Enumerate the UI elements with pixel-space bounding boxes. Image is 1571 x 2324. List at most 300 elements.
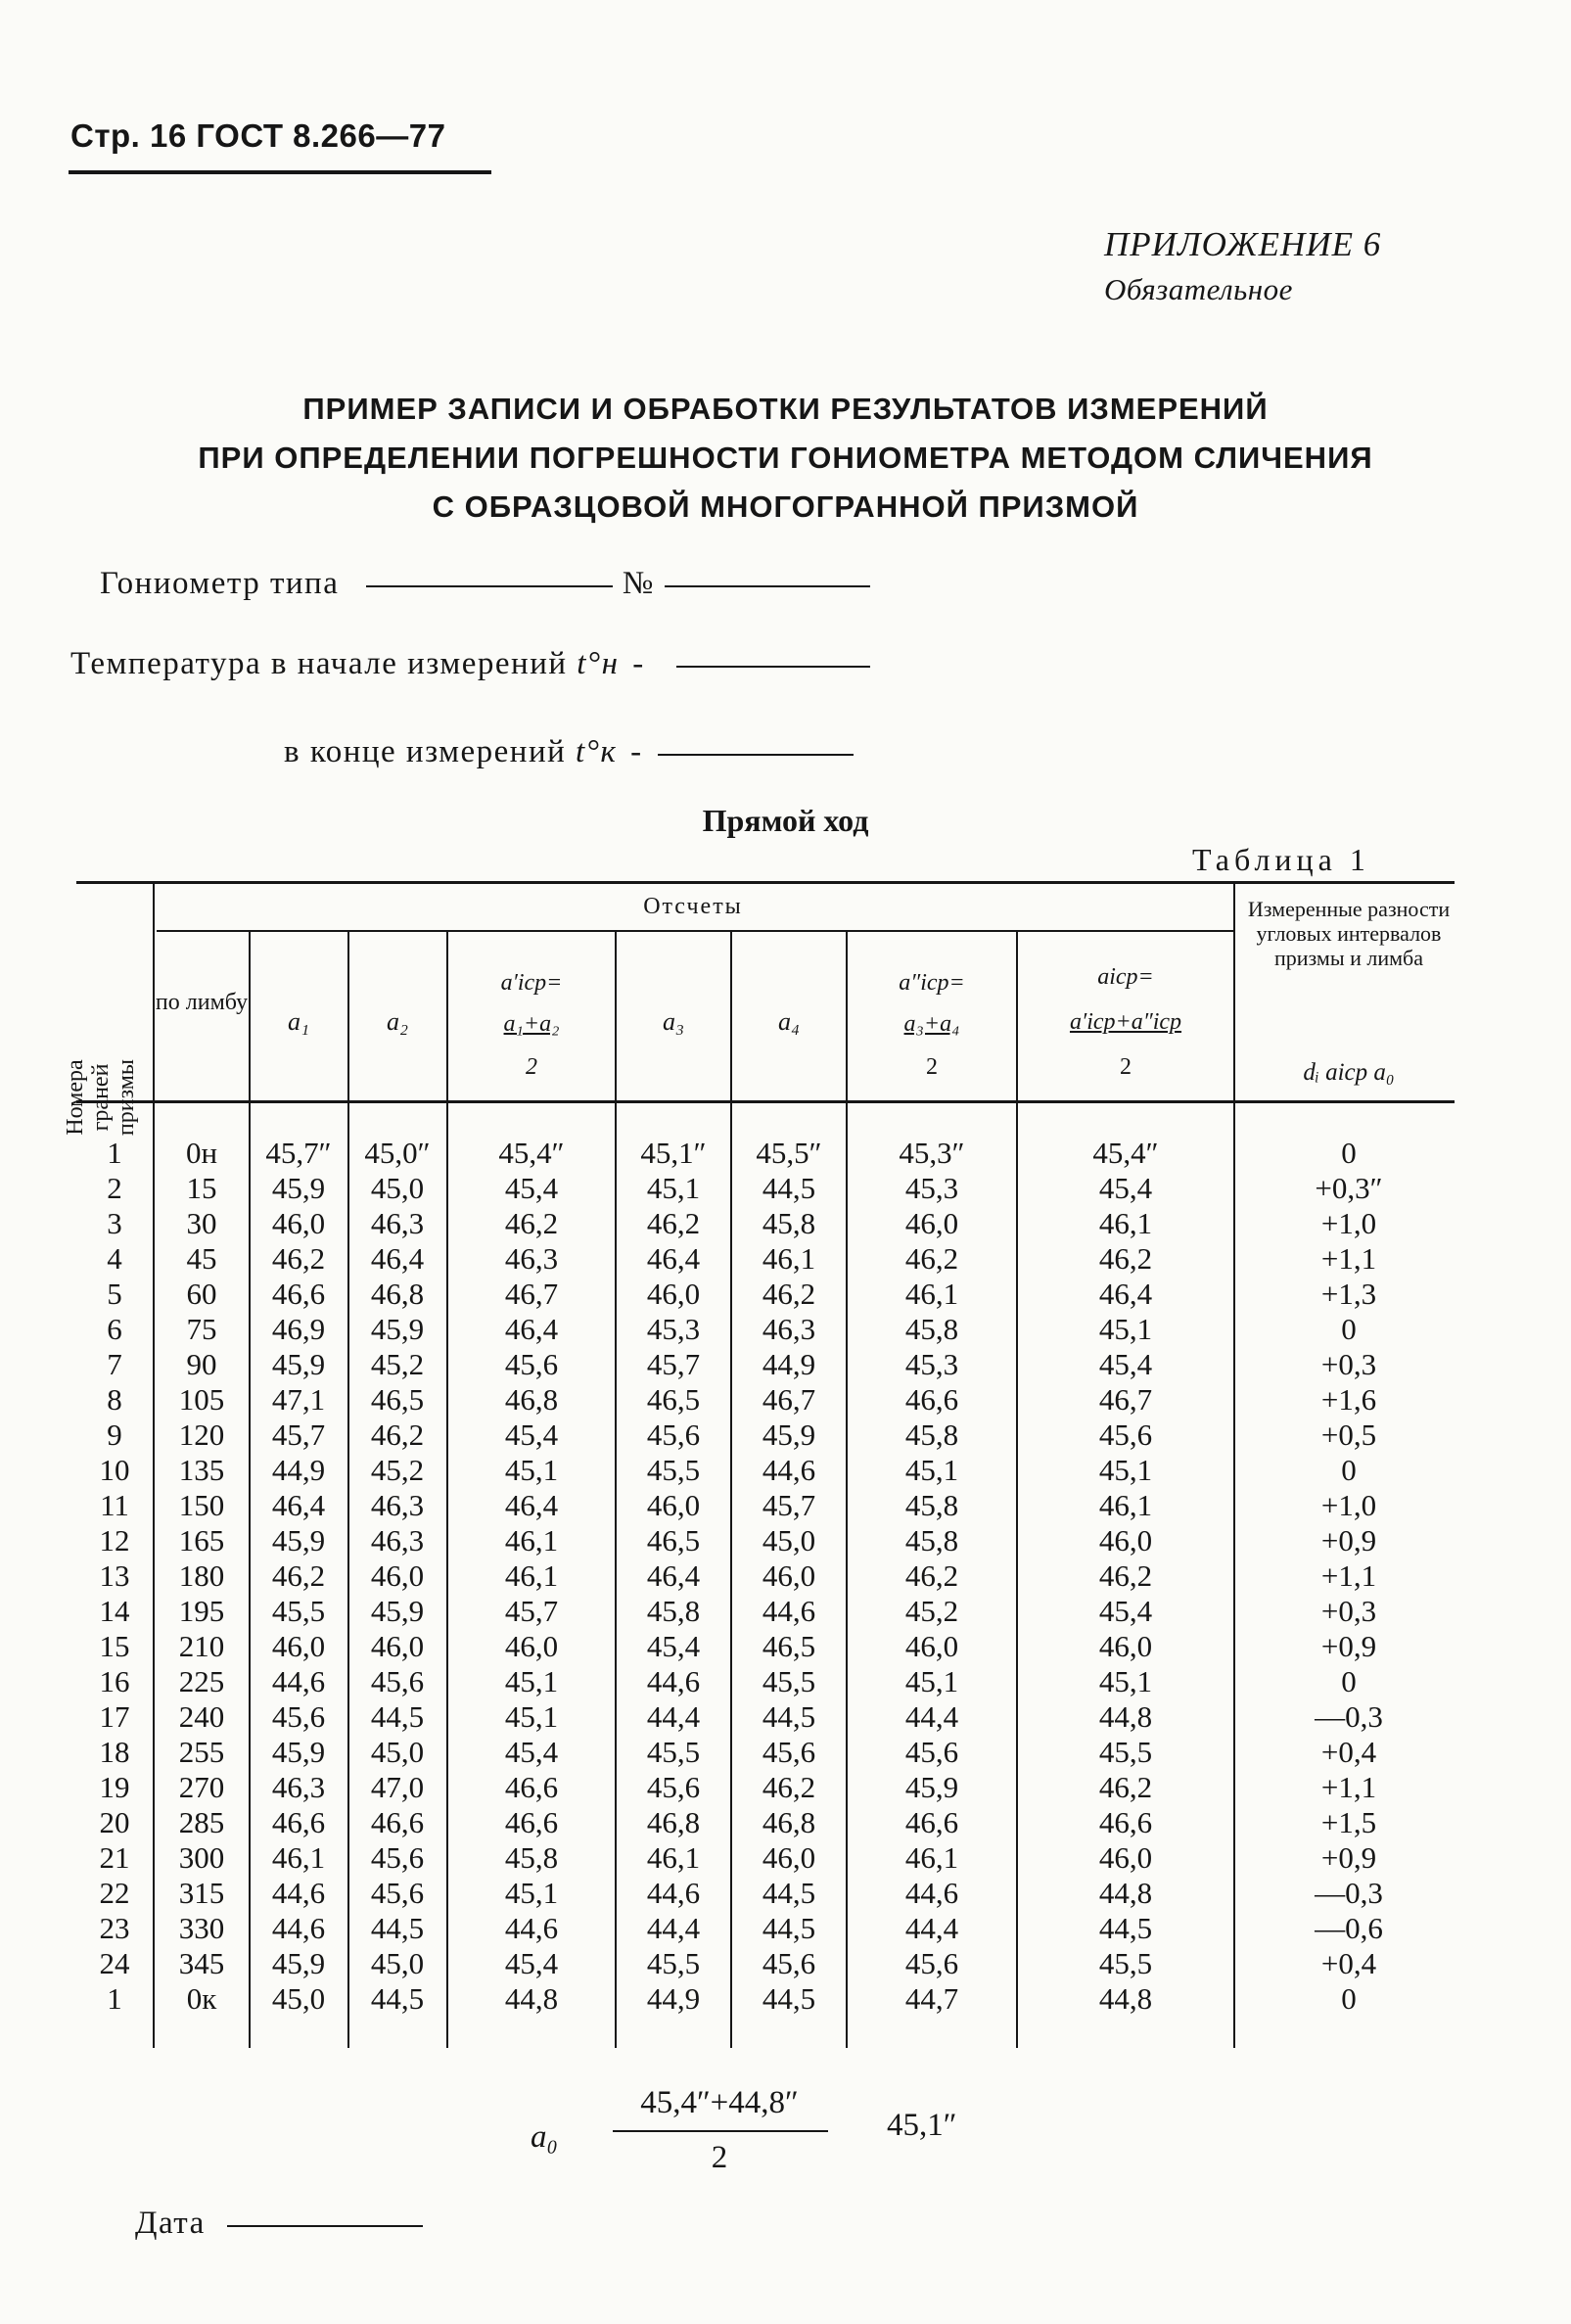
temp-start-label: Температура в начале измерений: [70, 646, 568, 681]
table-cell: 13: [99, 1558, 130, 1593]
temp-start-symbol: t°н: [577, 646, 620, 681]
table-cell: 45,9: [271, 1347, 326, 1381]
table-cell: 45,7: [271, 1418, 326, 1452]
table-cell: 45,8: [904, 1418, 959, 1452]
table-cell: 46,6: [1098, 1805, 1153, 1839]
header-bottom-rule: [76, 1100, 1455, 1103]
table-cell: 46,0: [1098, 1840, 1153, 1875]
table-cell: 46,1: [646, 1840, 701, 1875]
table-cell: 47,0: [370, 1770, 425, 1804]
table-cell: +0,9: [1320, 1629, 1377, 1663]
table-cell: 46,8: [646, 1805, 701, 1839]
table-cell: +0,3: [1320, 1594, 1377, 1628]
table-cell: 45,8: [904, 1488, 959, 1522]
table-cell: 46,3: [504, 1241, 559, 1276]
table-cell: 45,1: [504, 1664, 559, 1698]
goniometer-label: Гониометр типа: [100, 566, 340, 601]
table-cell: 45,1: [504, 1453, 559, 1487]
table-cell: 44,5: [1098, 1911, 1153, 1945]
table-cell: 45,4: [1098, 1171, 1153, 1205]
table-cell: 3: [107, 1206, 122, 1240]
table-cell: 45,6: [370, 1840, 425, 1875]
table-cell: 105: [178, 1382, 225, 1417]
table-cell: 46,2: [1098, 1770, 1153, 1804]
table-cell: 45,9: [904, 1770, 959, 1804]
temp-end-label: в конце измерений: [284, 734, 567, 769]
date-blank: [227, 2223, 423, 2227]
table-cell: 45,1: [1098, 1453, 1153, 1487]
table-cell: 45,4: [504, 1735, 559, 1769]
temp-end-blank: [658, 752, 854, 756]
table-cell: 44,5: [370, 1699, 425, 1734]
table-cell: 75: [186, 1312, 217, 1346]
table-cell: 45,0: [271, 1981, 326, 2016]
table-cell: 46,7: [762, 1382, 816, 1417]
table-cell: 46,3: [370, 1523, 425, 1557]
table-cell: 150: [178, 1488, 225, 1522]
table-cell: 180: [178, 1558, 225, 1593]
table-cell: 0: [1341, 1136, 1357, 1170]
table-cell: 45,3: [646, 1312, 701, 1346]
table-cell: +0,5: [1320, 1418, 1377, 1452]
table-cell: 46,0: [504, 1629, 559, 1663]
table-cell: 12: [99, 1523, 130, 1557]
table-cell: 44,5: [370, 1981, 425, 2016]
table-cell: 46,6: [370, 1805, 425, 1839]
table-cell: 45,9: [762, 1418, 816, 1452]
table-cell: 44,6: [762, 1594, 816, 1628]
a2-header: a₂: [386, 1007, 409, 1036]
table-cell: 46,2: [904, 1241, 959, 1276]
table-cell: 44,5: [370, 1911, 425, 1945]
table-cell: 16: [99, 1664, 130, 1698]
standard-code: ГОСТ 8.266—77: [196, 117, 446, 154]
table-cell: 45,0: [370, 1946, 425, 1980]
table-cell: 46,0: [762, 1558, 816, 1593]
table-cell: 45,2: [370, 1347, 425, 1381]
table-cell: 46,5: [646, 1523, 701, 1557]
a-icp1-numerator: a₁+a₂: [503, 1011, 560, 1037]
table-cell: 45,6: [1098, 1418, 1153, 1452]
table-cell: 44,6: [271, 1911, 326, 1945]
header-rule: [69, 170, 491, 174]
a-icp-numerator: a′icp+a″icp: [1069, 1009, 1182, 1035]
table-cell: 44,4: [646, 1699, 701, 1734]
table-cell: 14: [99, 1594, 130, 1628]
table-cell: 46,2: [1098, 1558, 1153, 1593]
table-cell: +0,4: [1320, 1946, 1377, 1980]
table-cell: 45,9: [370, 1312, 425, 1346]
table-cell: 46,1: [904, 1840, 959, 1875]
table-cell: +0,3: [1320, 1347, 1377, 1381]
table-cell: 46,1: [1098, 1488, 1153, 1522]
table-cell: 22: [99, 1876, 130, 1910]
table-cell: 23: [99, 1911, 130, 1945]
table-cell: 1: [107, 1136, 122, 1170]
table-cell: 46,2: [762, 1277, 816, 1311]
temp-end-symbol: t°к: [576, 734, 618, 769]
table-cell: 45,4: [646, 1629, 701, 1663]
table-cell: 44,5: [762, 1911, 816, 1945]
a4-header: a₄: [777, 1007, 801, 1036]
table-cell: 45,4: [504, 1418, 559, 1452]
table-cell: 44,6: [646, 1664, 701, 1698]
table-cell: 46,5: [762, 1629, 816, 1663]
table-cell: 17: [99, 1699, 130, 1734]
table-cell: 24: [99, 1946, 130, 1980]
table-cell: 44,4: [904, 1911, 959, 1945]
table-cell: 44,5: [762, 1876, 816, 1910]
table-cell: 345: [178, 1946, 225, 1980]
table-cell: 18: [99, 1735, 130, 1769]
table-cell: 44,4: [904, 1699, 959, 1734]
table-cell: +1,1: [1320, 1558, 1377, 1593]
table-cell: 46,0: [762, 1840, 816, 1875]
table-cell: 300: [178, 1840, 225, 1875]
table-cell: 46,2: [504, 1206, 559, 1240]
temp-start-field: Температура в начале измерений t°н -: [70, 646, 870, 682]
table-cell: 44,8: [1098, 1699, 1153, 1734]
table-cell: 44,5: [762, 1171, 816, 1205]
table-cell: 19: [99, 1770, 130, 1804]
goniometer-number-blank: [665, 583, 870, 587]
table-cell: 5: [107, 1277, 122, 1311]
table-cell: 46,7: [504, 1277, 559, 1311]
table-cell: 0к: [186, 1981, 217, 2016]
table-cell: 45,9: [271, 1946, 326, 1980]
table-cell: +0,4: [1320, 1735, 1377, 1769]
table-cell: 44,5: [762, 1699, 816, 1734]
table-cell: 45,9: [271, 1171, 326, 1205]
table-cell: 11: [100, 1488, 129, 1522]
table-cell: 46,2: [370, 1418, 425, 1452]
number-label: №: [622, 566, 655, 601]
table-cell: 7: [107, 1347, 122, 1381]
table-cell: 45,5″: [756, 1136, 822, 1170]
table-cell: 46,2: [271, 1241, 326, 1276]
table-cell: 120: [178, 1418, 225, 1452]
table-cell: 46,2: [1098, 1241, 1153, 1276]
readings-underline: [157, 930, 1233, 932]
table-cell: 45,5: [762, 1664, 816, 1698]
table-cell: 45,6: [370, 1876, 425, 1910]
table-cell: 44,6: [646, 1876, 701, 1910]
table-cell: 46,8: [504, 1382, 559, 1417]
readings-header: Отсчеты: [643, 894, 743, 919]
table-cell: 46,6: [904, 1805, 959, 1839]
table-cell: 30: [186, 1206, 217, 1240]
table-cell: 45,8: [904, 1523, 959, 1557]
appendix-title: ПРИЛОЖЕНИЕ 6: [1104, 225, 1382, 263]
table-cell: 285: [178, 1805, 225, 1839]
table-cell: 21: [99, 1840, 130, 1875]
table-cell: 44,6: [271, 1876, 326, 1910]
table-cell: 225: [178, 1664, 225, 1698]
table-cell: 90: [186, 1347, 217, 1381]
table-cell: 45,1″: [640, 1136, 707, 1170]
table-cell: 46,1: [904, 1277, 959, 1311]
table-cell: 45,9: [271, 1735, 326, 1769]
table-cell: 46,3: [370, 1488, 425, 1522]
table-cell: 45,8: [504, 1840, 559, 1875]
table-cell: 330: [178, 1911, 225, 1945]
table-cell: 45,4″: [1092, 1136, 1159, 1170]
table-cell: +1,6: [1320, 1382, 1377, 1417]
table-cell: 46,0: [271, 1206, 326, 1240]
table-cell: 165: [178, 1523, 225, 1557]
table-cell: 44,6: [504, 1911, 559, 1945]
table-cell: 45,4: [1098, 1594, 1153, 1628]
a-icp2-numerator: a₃+a₄: [903, 1011, 960, 1037]
table-cell: 45,6: [646, 1418, 701, 1452]
table-cell: 46,0: [1098, 1629, 1153, 1663]
table-cell: 46,0: [370, 1629, 425, 1663]
table-cell: 46,3: [271, 1770, 326, 1804]
table-cell: 45,8: [904, 1312, 959, 1346]
table-cell: 44,4: [646, 1911, 701, 1945]
a-icp-header: aicp=: [1097, 964, 1154, 990]
table-cell: 45,5: [1098, 1946, 1153, 1980]
table-cell: 45,1: [904, 1453, 959, 1487]
table-cell: 46,2: [271, 1558, 326, 1593]
a1-header: a₁: [287, 1007, 310, 1036]
formula-lhs: a₀: [531, 2119, 558, 2155]
table-cell: 46,4: [1098, 1277, 1153, 1311]
table-cell: 6: [107, 1312, 122, 1346]
table-cell: 46,4: [504, 1312, 559, 1346]
a-icp1-header: a′icp=: [500, 970, 563, 996]
table-cell: +1,1: [1320, 1241, 1377, 1276]
table-cell: 45,8: [646, 1594, 701, 1628]
a-icp1-denominator: 2: [526, 1054, 537, 1080]
table-cell: 45,4″: [498, 1136, 565, 1170]
table-cell: +0,9: [1320, 1840, 1377, 1875]
table-cell: 45,3: [904, 1347, 959, 1381]
table-top-rule: [76, 881, 1455, 884]
table-cell: 60: [186, 1277, 217, 1311]
table-cell: 15: [186, 1171, 217, 1205]
table-cell: 44,9: [646, 1981, 701, 2016]
table-cell: 46,2: [762, 1770, 816, 1804]
table-cell: 46,5: [646, 1382, 701, 1417]
table-cell: 45,1: [504, 1699, 559, 1734]
formula-numerator: 45,4″+44,8″: [640, 2085, 799, 2120]
table-cell: 46,8: [762, 1805, 816, 1839]
table-cell: 20: [99, 1805, 130, 1839]
table-cell: —0,6: [1315, 1911, 1383, 1945]
table-cell: 46,2: [646, 1206, 701, 1240]
table-cell: 45,0: [762, 1523, 816, 1557]
table-cell: +0,9: [1320, 1523, 1377, 1557]
table-cell: 46,6: [504, 1805, 559, 1839]
table-cell: 45,0: [370, 1735, 425, 1769]
table-cell: 45,4: [1098, 1347, 1153, 1381]
goniometer-field: [100, 566, 870, 602]
table-cell: 45,3″: [899, 1136, 965, 1170]
table-cell: 0: [1341, 1453, 1357, 1487]
table-cell: 0: [1341, 1981, 1357, 2016]
a-icp-denominator: 2: [1120, 1054, 1132, 1080]
table-cell: 45,1: [504, 1876, 559, 1910]
page-number: Стр. 16: [70, 117, 187, 154]
table-cell: 46,8: [370, 1277, 425, 1311]
table-cell: +1,5: [1320, 1805, 1377, 1839]
page-header: [70, 117, 445, 155]
table-cell: 2: [107, 1171, 122, 1205]
date-field: [135, 2206, 423, 2242]
table-cell: 46,6: [904, 1382, 959, 1417]
table-cell: 45,0: [370, 1171, 425, 1205]
formula-result: 45,1″: [887, 2108, 957, 2143]
table-cell: —0,3: [1315, 1876, 1383, 1910]
table-cell: 44,6: [271, 1664, 326, 1698]
table-cell: 45,5: [646, 1453, 701, 1487]
table-cell: 9: [107, 1418, 122, 1452]
table-cell: 45,2: [370, 1453, 425, 1487]
table-cell: 45,5: [1098, 1735, 1153, 1769]
table-cell: 46,6: [271, 1277, 326, 1311]
formula-denominator: 2: [711, 2140, 728, 2175]
table-cell: +0,3″: [1315, 1171, 1383, 1205]
table-cell: 45,7″: [265, 1136, 332, 1170]
table-cell: 45,7: [504, 1594, 559, 1628]
col-divider: [1233, 883, 1235, 2048]
table-cell: 240: [178, 1699, 225, 1734]
table-cell: 4: [107, 1241, 122, 1276]
table-cell: 0: [1341, 1312, 1357, 1346]
table-cell: 46,1: [504, 1523, 559, 1557]
table-cell: 45,6: [904, 1946, 959, 1980]
table-cell: 44,8: [1098, 1981, 1153, 2016]
table-cell: 46,4: [271, 1488, 326, 1522]
table-cell: 47,1: [271, 1382, 326, 1417]
table-cell: 44,8: [1098, 1876, 1153, 1910]
table-cell: 45,5: [646, 1946, 701, 1980]
temp-start-blank: [676, 664, 870, 668]
table-cell: 44,7: [904, 1981, 959, 2016]
title-line-3: С ОБРАЗЦОВОЙ МНОГОГРАННОЙ ПРИЗМОЙ: [432, 489, 1139, 524]
table-cell: 45,4: [504, 1171, 559, 1205]
table-cell: 46,0: [646, 1277, 701, 1311]
table-cell: 195: [178, 1594, 225, 1628]
table-cell: 45,3: [904, 1171, 959, 1205]
table-cell: 45,1: [646, 1171, 701, 1205]
table-cell: 0: [1341, 1664, 1357, 1698]
table-cell: 46,3: [762, 1312, 816, 1346]
table-cell: —0,3: [1315, 1699, 1383, 1734]
table-cell: +1,0: [1320, 1488, 1377, 1522]
table-cell: 46,0: [904, 1206, 959, 1240]
table-cell: 45,7: [762, 1488, 816, 1522]
direction-heading: Прямой ход: [702, 803, 869, 838]
table-cell: 45,9: [271, 1523, 326, 1557]
appendix-status: Обязательное: [1104, 272, 1293, 306]
formula-fraction-bar: [613, 2130, 828, 2132]
a-icp2-header: a″icp=: [899, 970, 965, 996]
table-cell: 44,8: [504, 1981, 559, 2016]
table-cell: 45,5: [646, 1735, 701, 1769]
title-line-2: ПРИ ОПРЕДЕЛЕНИИ ПОГРЕШНОСТИ ГОНИОМЕТРА МЕТОДОМ СЛИЧЕНИЯ: [198, 441, 1373, 475]
table-cell: 46,0: [1098, 1523, 1153, 1557]
table-cell: 45,6: [762, 1946, 816, 1980]
table-cell: 45,9: [370, 1594, 425, 1628]
table-cell: 46,7: [1098, 1382, 1153, 1417]
a3-header: a₃: [662, 1007, 685, 1036]
table-cell: 46,3: [370, 1206, 425, 1240]
date-label: Дата: [135, 2206, 206, 2241]
table-cell: 45,5: [271, 1594, 326, 1628]
table-cell: 45,6: [271, 1699, 326, 1734]
table-cell: 46,4: [646, 1558, 701, 1593]
goniometer-type-blank: [366, 583, 613, 587]
table-cell: 45,0″: [364, 1136, 431, 1170]
table-cell: 46,9: [271, 1312, 326, 1346]
table-cell: 255: [178, 1735, 225, 1769]
limb-header: по лимбу: [155, 990, 249, 1015]
table-cell: 210: [178, 1629, 225, 1663]
table-cell: 45,1: [1098, 1312, 1153, 1346]
table-cell: 45,7: [646, 1347, 701, 1381]
table-cell: 45: [186, 1241, 217, 1276]
table-cell: 0н: [185, 1136, 218, 1170]
table-cell: 46,6: [504, 1770, 559, 1804]
table-cell: 46,0: [646, 1488, 701, 1522]
table-cell: 46,1: [762, 1241, 816, 1276]
faces-header: Номера граней призмы: [63, 1058, 139, 1137]
title-line-1: ПРИМЕР ЗАПИСИ И ОБРАБОТКИ РЕЗУЛЬТАТОВ ИЗМЕРЕНИЙ: [302, 392, 1269, 426]
table-cell: 45,6: [504, 1347, 559, 1381]
table-cell: 45,6: [904, 1735, 959, 1769]
table-cell: 8: [107, 1382, 122, 1417]
table-cell: +1,1: [1320, 1770, 1377, 1804]
table-cell: 45,1: [904, 1664, 959, 1698]
table-cell: 45,8: [762, 1206, 816, 1240]
table-cell: 46,1: [504, 1558, 559, 1593]
table-label: Таблица 1: [1192, 842, 1370, 877]
a-icp2-denominator: 2: [926, 1054, 938, 1080]
diff-formula: dᵢ aicp a₀: [1303, 1059, 1395, 1086]
table-cell: +1,0: [1320, 1206, 1377, 1240]
table-cell: 46,2: [904, 1558, 959, 1593]
table-cell: 44,6: [904, 1876, 959, 1910]
table-cell: 45,4: [504, 1946, 559, 1980]
table-cell: 46,4: [370, 1241, 425, 1276]
table-cell: 46,6: [271, 1805, 326, 1839]
table-cell: 135: [178, 1453, 225, 1487]
table-cell: 45,1: [1098, 1664, 1153, 1698]
diff-header: Измеренные разности угловых интервалов призмы и лимба: [1247, 897, 1451, 970]
table-cell: 1: [107, 1981, 122, 2016]
table-cell: 45,2: [904, 1594, 959, 1628]
table-cell: 44,6: [762, 1453, 816, 1487]
table-cell: 315: [178, 1876, 225, 1910]
temp-end-field: в конце измерений t°к -: [284, 734, 854, 770]
table-cell: 46,4: [646, 1241, 701, 1276]
table-cell: 270: [178, 1770, 225, 1804]
table-cell: 46,0: [271, 1629, 326, 1663]
table-cell: 46,1: [1098, 1206, 1153, 1240]
table-cell: 44,5: [762, 1981, 816, 2016]
table-cell: 46,4: [504, 1488, 559, 1522]
table-cell: 44,9: [762, 1347, 816, 1381]
table-cell: 44,9: [271, 1453, 326, 1487]
table-cell: 45,6: [646, 1770, 701, 1804]
table-cell: 45,6: [370, 1664, 425, 1698]
table-cell: 10: [99, 1453, 130, 1487]
table-cell: 45,6: [762, 1735, 816, 1769]
table-cell: 46,1: [271, 1840, 326, 1875]
table-cell: 46,0: [370, 1558, 425, 1593]
